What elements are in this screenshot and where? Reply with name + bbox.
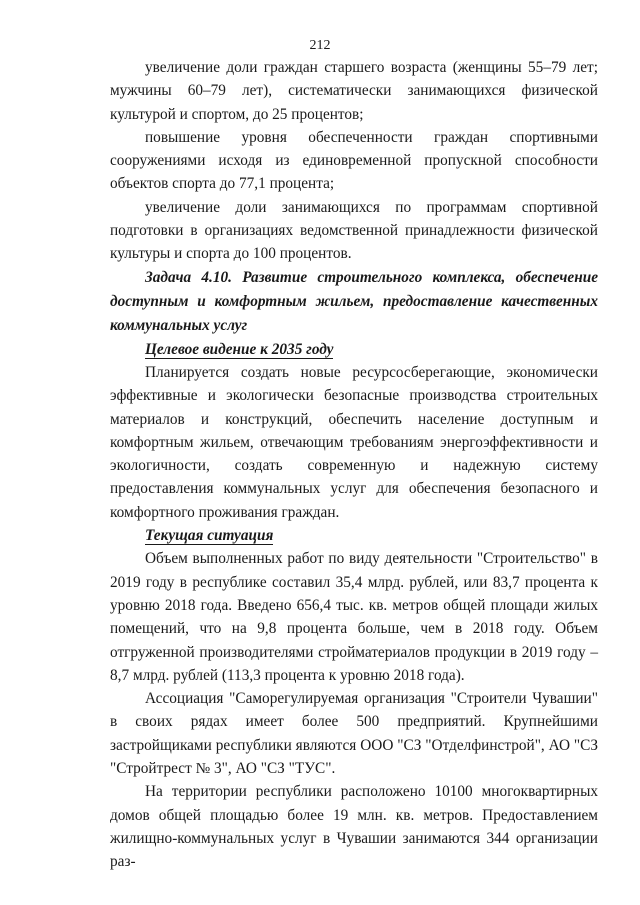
situation-heading-text: Текущая ситуация [145, 527, 274, 545]
paragraph-sport-training-share: увеличение доли занимающихся по программам спортивной подготовки в организациях ведомственной принадлежности физической культуры и спорта до 100 процентов. [110, 198, 598, 263]
vision-heading-text: Целевое видение к 2035 году [145, 340, 334, 358]
situation-heading [110, 524, 598, 547]
paragraph-sport-facilities: повышение уровня обеспеченности граждан спортивными сооружениями исходя из единовременной пропускной способности объектов спорта до 77,1 процента; [110, 128, 598, 193]
task-heading: Задача 4.10. Развитие строительного комплекса, обеспечение доступным и комфортным жильем, предоставление качественных коммунальных услуг [110, 268, 598, 334]
vision-heading [110, 338, 598, 361]
paragraph-elderly-sport-share: увеличение доли граждан старшего возраста (женщины 55–79 лет; мужчины 60–79 лет), систематически занимающихся физической культурой и спортом, до 25 процентов; [110, 59, 598, 123]
paragraph-housing-stock: На территории республики расположено 10100 многоквартирных домов общей площадью более 19 млн. кв. метров. Предоставлением жилищно-коммунальных услуг в Чувашии занимаются 344 организации раз- [110, 783, 598, 871]
paragraph-builders-association: Ассоциация "Саморегулируемая организация "Строители Чувашии" в своих рядах имеет более 500 предприятий. Крупнейшими застройщиками республики являются ООО "СЗ "Отделфинстрой", АО "СЗ "Стройтрест № 3", АО "СЗ "ТУС". [110, 690, 598, 778]
paragraph-vision: Планируется создать новые ресурсосберегающие, экономически эффективные и экологически безопасные производства строительных материалов и конструкций, обеспечить население доступным и комфортным жильем, отвечающим требованиям энергоэффективности и экологичности, создать современную и надежную систему предоставления коммунальных услуг для обеспечения безопасного и комфортного проживания граждан. [110, 363, 598, 521]
paragraph-construction-volume: Объем выполненных работ по виду деятельности "Строительство" в 2019 году в республике составил 35,4 млрд. рублей, или 83,7 процента к уровню 2018 года. Введено 656,4 тыс. кв. метров общей площади жилых помещений, что на 9,8 процента больше, чем в 2018 году. Объем отгруженной производителями стройматериалов продукции в 2019 году – 8,7 млрд. рублей (113,3 процента к уровню 2018 года). [110, 550, 598, 684]
page-content [110, 56, 598, 874]
page-number: 212 [309, 38, 331, 53]
